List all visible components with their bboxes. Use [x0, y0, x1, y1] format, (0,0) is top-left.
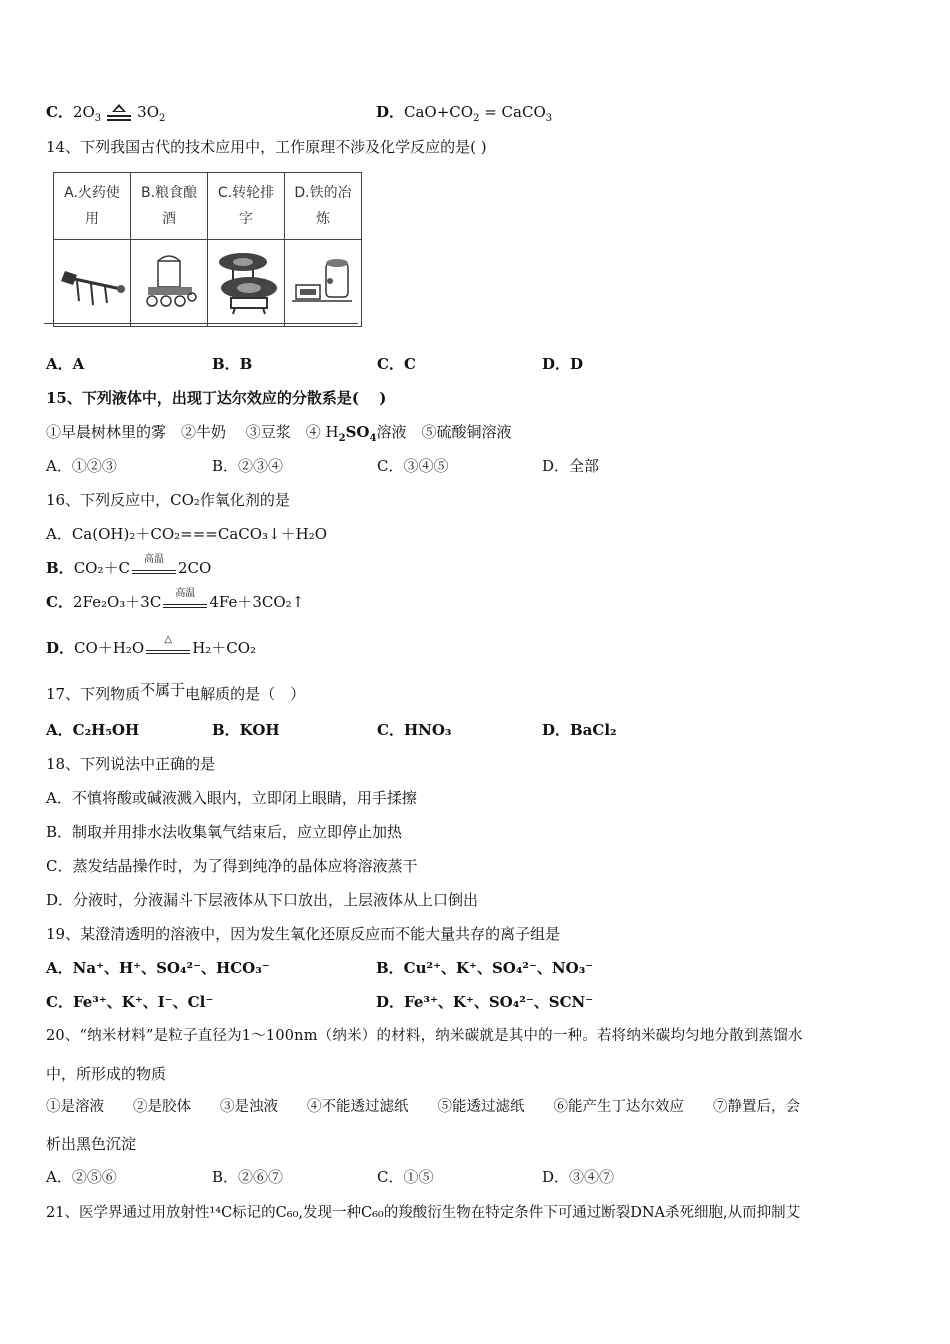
q16-c-cond-label: 高温	[175, 588, 196, 599]
q18-stem: 18、下列说法中正确的是	[46, 755, 216, 773]
q17-option-b: B．KOH	[212, 721, 280, 739]
brewing-cart-icon	[134, 251, 204, 311]
q20-option-d: D．③④⑦	[542, 1168, 615, 1186]
q13-option-d	[376, 102, 552, 122]
q14-header-c-l2: 字	[239, 211, 253, 227]
q13-c-right: 3O	[137, 103, 160, 121]
q15-stem: 15、下列液体中，出现丁达尔效应的分散系是( )	[46, 389, 387, 407]
rotary-type-wheel-icon	[211, 246, 281, 316]
q16-b-left: CO₂＋C	[73, 559, 130, 577]
q16-d-label: D．	[46, 639, 75, 657]
q14-header-a	[54, 173, 131, 240]
q16-option-c	[46, 588, 305, 612]
q15-items: ①早晨树林里的雾 ②牛奶 ③豆浆 ④ $H_2SO_4$溶液 ⑤硫酸铜溶液	[46, 423, 512, 444]
q16-b-right: 2CO	[177, 559, 212, 577]
q16-d-cond-label: △	[164, 634, 173, 645]
q20-items-line2: 析出黑色沉淀	[46, 1135, 137, 1153]
gunpowder-rocket-icon	[57, 251, 127, 311]
q14-header-b	[131, 173, 208, 240]
q14-pic-b	[131, 240, 208, 327]
q14-stem: 14、下列我国古代的技术应用中，工作原理不涉及化学反应的是( )	[46, 138, 487, 156]
q14-header-b-l1: B.粮食酿	[140, 185, 198, 201]
q16-c-left: 2Fe₂O₃＋3C	[72, 593, 162, 611]
q14-header-d	[285, 173, 362, 240]
q13-c-left: 2O	[72, 103, 95, 121]
q17-option-c: C．HNO₃	[377, 721, 452, 739]
q16-d-condition	[146, 634, 190, 658]
q19-option-b: B．Cu²⁺、K⁺、SO₄²⁻、NO₃⁻	[376, 959, 594, 977]
q16-b-label: B．	[46, 559, 74, 577]
q13-d-label: D．	[376, 103, 405, 121]
q13-d-sub: 2	[473, 113, 480, 124]
q17-stem-c: 电解质的是（ ）	[185, 685, 306, 703]
q20-items-line1: ①是溶液 ②是胶体 ③是浊液 ④不能透过滤纸 ⑤能透过滤纸 ⑥能产生丁达尔效应 ⑦静置后，会	[46, 1099, 800, 1115]
q19-option-c: C．Fe³⁺、K⁺、I⁻、Cl⁻	[46, 993, 214, 1011]
q16-c-right: 4Fe＋3CO₂↑	[209, 593, 305, 611]
heat-triangle-icon	[107, 104, 131, 122]
q14-option-c: C．C	[377, 355, 416, 373]
q14-option-a: A．A	[46, 355, 85, 373]
q18-option-b: B．制取并用排水法收集氧气结束后，应立即停止加热	[46, 823, 403, 841]
q17-stem	[46, 681, 306, 704]
q20-option-c: C．①⑤	[377, 1168, 434, 1186]
q16-d-left: CO＋H₂O	[74, 639, 145, 657]
q13-option-c	[46, 102, 165, 122]
q16-b-condition	[132, 554, 176, 578]
q16-c-label: C．	[46, 593, 73, 611]
q16-c-condition	[163, 588, 207, 612]
q16-option-a: A．Ca(OH)₂＋CO₂===CaCO₃↓＋H₂O	[46, 525, 328, 543]
q20-stem-line1: 20、“纳米材料”是粒子直径为1～100nm（纳米）的材料，纳米碳就是其中的一种。若将纳米碳均匀地分散到蒸馏水	[46, 1028, 803, 1044]
q16-stem: 16、下列反应中，CO₂作氧化剂的是	[46, 491, 290, 509]
q14-pic-d	[285, 240, 362, 327]
q14-table-bottom-line	[44, 323, 358, 324]
q17-option-d: D．BaCl₂	[542, 721, 617, 739]
q15-items-a: ①早晨树林里的雾 ②牛奶 ③豆浆 ④ H	[46, 423, 339, 441]
q14-header-b-l2: 酒	[162, 211, 176, 227]
q14-option-b: B．B	[212, 355, 253, 373]
q13-d-sub2: 3	[545, 113, 553, 124]
q20-stem-line2: 中，所形成的物质	[46, 1065, 167, 1083]
q17-option-a: A．C₂H₅OH	[46, 721, 140, 739]
q18-option-d: D．分液时，分液漏斗下层液体从下口放出，上层液体从上口倒出	[46, 891, 479, 909]
q13-c-label: C．	[46, 103, 73, 121]
q15-option-a: A．①②③	[46, 457, 117, 475]
q20-option-b: B．②⑥⑦	[212, 1168, 284, 1186]
q14-header-a-l2: 用	[85, 211, 99, 227]
q14-pic-a	[54, 240, 131, 327]
q20-option-a: A．②⑤⑥	[46, 1168, 117, 1186]
q15-items-c: 溶液 ⑤硫酸铜溶液	[376, 423, 512, 441]
q17-stem-a: 17、下列物质	[46, 685, 141, 703]
q14-header-d-l1: D.铁的冶	[294, 185, 352, 201]
q21-stem: 21、医学界通过用放射性¹⁴C标记的C₆₀,发现一种C₆₀的羧酸衍生物在特定条件下可通过断裂DNA杀死细胞,从而抑制艾	[46, 1205, 801, 1221]
q18-option-c: C．蒸发结晶操作时，为了得到纯净的晶体应将溶液蒸干	[46, 857, 418, 875]
q13-d-rest: = CaCO	[479, 103, 546, 121]
q14-option-d: D．D	[542, 355, 584, 373]
q14-header-c	[208, 173, 285, 240]
q17-stem-b: 不属于	[140, 681, 186, 699]
q16-b-cond-label: 高温	[143, 554, 164, 565]
q14-header-d-l2: 炼	[316, 211, 330, 227]
q13-d-text: CaO+CO	[404, 103, 474, 121]
q14-header-a-l1: A.火药使	[64, 185, 120, 201]
q15-option-b: B．②③④	[212, 457, 284, 475]
q15-option-c: C．③④⑤	[377, 457, 449, 475]
q18-option-a: A．不慎将酸或碱液溅入眼内，立即闭上眼睛，用手揉擦	[46, 789, 417, 807]
q16-option-d	[46, 634, 257, 658]
q13-c-left-sub: 3	[94, 113, 102, 124]
q19-option-d: D．Fe³⁺、K⁺、SO₄²⁻、SCN⁻	[376, 993, 594, 1011]
iron-smelting-furnace-icon	[288, 251, 358, 311]
q14-table	[53, 172, 362, 327]
q19-option-a: A．Na⁺、H⁺、SO₄²⁻、HCO₃⁻	[46, 959, 270, 977]
q16-option-b	[46, 554, 212, 578]
q15-items-b: SO	[345, 423, 370, 441]
q13-c-right-sub: 2	[159, 113, 166, 124]
q14-header-c-l1: C.转轮排	[217, 185, 275, 201]
q14-pic-c	[208, 240, 285, 327]
q15-option-d: D．全部	[542, 457, 600, 475]
q19-stem: 19、某澄清透明的溶液中，因为发生氧化还原反应而不能大量共存的离子组是	[46, 925, 561, 943]
q16-d-right: H₂＋CO₂	[192, 639, 257, 657]
